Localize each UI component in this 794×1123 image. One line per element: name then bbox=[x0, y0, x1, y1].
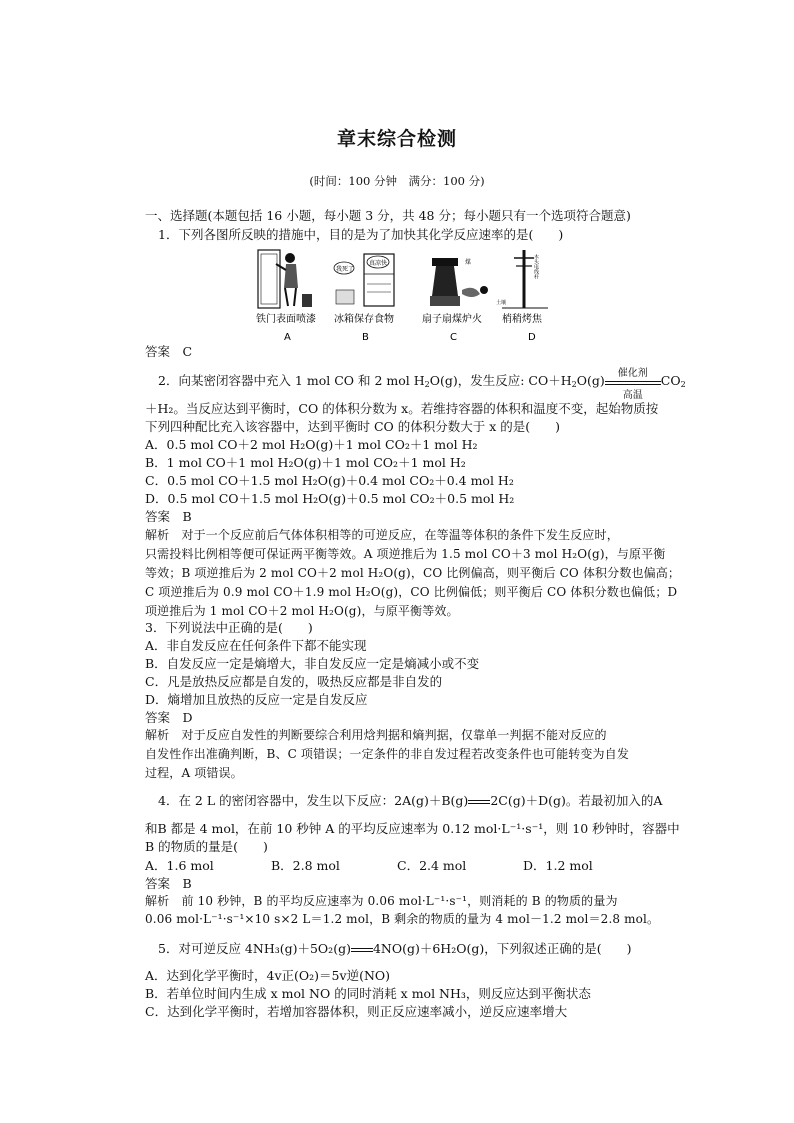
q2-analysis-4: C 项逆推后为 0.9 mol CO＋1.9 mol H₂O(g)，CO 比例偏低；则平衡后 CO 体积分数也偏低；D bbox=[145, 585, 678, 599]
page-subtitle: (时间：100 分钟 满分：100 分) bbox=[309, 174, 485, 188]
q4-option-c: C．2.4 mol bbox=[397, 858, 467, 873]
q3-option-d: D．熵增加且放热的反应一定是自发反应 bbox=[145, 692, 368, 707]
q2-analysis-5: 项逆推后为 1 mol CO＋2 mol H₂O(g)，与原平衡等效。 bbox=[145, 604, 459, 618]
q5-option-a: A．达到化学平衡时，4v正(O₂)＝5v逆(NO) bbox=[145, 968, 391, 983]
q4-answer: 答案 B bbox=[145, 876, 192, 891]
figure-letter-c: C bbox=[450, 332, 457, 343]
q2-analysis-2: 只需投料比例相等便可保证两平衡等效。A 项逆推后为 1.5 mol CO＋3 mol H₂O(g)，与原平衡 bbox=[145, 547, 666, 561]
q3-analysis-2: 自发性作出准确判断，B、C 项错误；一定条件的非自发过程若改变条件也可能转变为自发 bbox=[145, 747, 629, 761]
q3-analysis-3: 过程，A 项错误。 bbox=[145, 766, 243, 780]
coal-label: 煤 bbox=[465, 259, 472, 266]
figure-a-painter bbox=[258, 250, 312, 308]
figure-caption-b: 冰箱保存食物 bbox=[334, 314, 394, 325]
q1-figure bbox=[252, 244, 570, 344]
page-title: 章末综合检测 bbox=[336, 128, 457, 150]
pole-label: 木头电线杆 bbox=[533, 254, 539, 279]
q2-option-b: B．1 mol CO＋1 mol H₂O(g)＋1 mol CO₂＋1 mol H₂ bbox=[145, 455, 466, 470]
q4-line3: B 的物质的量是( ) bbox=[145, 839, 268, 854]
q3-stem: 3．下列说法中正确的是( ) bbox=[145, 620, 313, 635]
q3-option-c: C．凡是放热反应都是自发的，吸热反应都是非自发的 bbox=[145, 674, 443, 689]
q1-stem: 1．下列各图所反映的措施中，目的是为了加快其化学反应速率的是( ) bbox=[158, 227, 564, 242]
q4-stem: 4．在 2 L 的密闭容器中，发生以下反应：2A(g)＋B(g) 2C(g)＋D(g)。若最初加入的A bbox=[158, 793, 663, 808]
q3-analysis-1: 解析 对于反应自发性的判断要综合利用焓判据和熵判据，仅靠单一判据不能对反应的 bbox=[145, 728, 607, 742]
q3-option-a: A．非自发反应在任何条件下都不能实现 bbox=[145, 638, 367, 653]
q4-option-a: A．1.6 mol bbox=[145, 858, 214, 873]
figure-b-fridge bbox=[334, 254, 394, 306]
figure-caption-a: 铁门表面喷漆 bbox=[256, 314, 316, 325]
figure-c-stove bbox=[430, 258, 488, 306]
ground-label: 土壤 bbox=[496, 300, 507, 306]
q2-answer: 答案 B bbox=[145, 509, 192, 524]
q3-option-b: B．自发反应一定是熵增大，非自发反应一定是熵减小或不变 bbox=[145, 656, 480, 671]
q2-stem: 2．向某密闭容器中充入 1 mol CO 和 2 mol $H_2O(g)$，发生反应: $CO+H_2O(g)$ 催化剂 高温 $CO_2$ bbox=[158, 367, 686, 401]
figure-caption-c: 扇子扇煤炉火 bbox=[422, 314, 482, 325]
q4-options bbox=[145, 857, 649, 874]
figure-letter-d: D bbox=[528, 332, 536, 343]
figure-d-pole bbox=[496, 250, 548, 308]
q4-line2: 和B 都是 4 mol，在前 10 秒钟 A 的平均反应速率为 0.12 mol·L⁻¹·s⁻¹，则 10 秒钟时，容器中 bbox=[145, 821, 680, 836]
q2-option-d: D．0.5 mol CO＋1.5 mol H₂O(g)＋0.5 mol CO₂＋0.5 mol H₂ bbox=[145, 491, 515, 506]
q4-analysis-1: 解析 前 10 秒钟，B 的平均反应速率为 0.06 mol·L⁻¹·s⁻¹，则消耗的 B 的物质的量为 bbox=[145, 894, 618, 908]
equilibrium-sign bbox=[351, 946, 373, 954]
q4-analysis-2: 0.06 mol·L⁻¹·s⁻¹×10 s×2 L＝1.2 mol，B 剩余的物质的量为 4 mol－1.2 mol＝2.8 mol。 bbox=[145, 912, 660, 926]
q2-analysis-1: 解析 对于一个反应前后气体体积相等的可逆反应，在等温等体积的条件下发生反应时， bbox=[145, 528, 619, 542]
section-heading: 一、选择题(本题包括 16 小题，每小题 3 分，共 48 分；每小题只有一个选项符合题意) bbox=[145, 208, 631, 223]
figure-letter-a: A bbox=[284, 332, 291, 343]
q1-answer: 答案 C bbox=[145, 344, 193, 359]
q4-option-b: B．2.8 mol bbox=[271, 858, 340, 873]
equilibrium-sign bbox=[468, 798, 490, 806]
q5-option-c: C．达到化学平衡时，若增加容器体积，则正反应速率减小，逆反应速率增大 bbox=[145, 1004, 568, 1019]
figure-letter-b: B bbox=[362, 332, 369, 343]
figure-caption-d: 梢稍烤焦 bbox=[502, 314, 542, 325]
q2-option-a: A．0.5 mol CO＋2 mol H₂O(g)＋1 mol CO₂＋1 mol H₂ bbox=[145, 437, 478, 452]
q2-line3: 下列四种配比充入该容器中，达到平衡时 CO 的体积分数大于 x 的是( ) bbox=[145, 419, 561, 434]
q4-option-d: D．1.2 mol bbox=[523, 858, 593, 873]
q2-line2: ＋H₂。当反应达到平衡时，CO 的体积分数为 x。若维持容器的体积和温度不变，起始物质按 bbox=[145, 401, 659, 416]
q5-stem: 5．对可逆反应 4NH₃(g)＋5O₂(g) 4NO(g)＋6H₂O(g)，下列叙述正确的是( ) bbox=[158, 941, 632, 956]
bubble-right: 真凉快 bbox=[369, 260, 388, 267]
bubble-left: 我死了 bbox=[336, 266, 355, 273]
q2-analysis-3: 等效；B 项逆推后为 2 mol CO＋2 mol H₂O(g)，CO 比例偏高，则平衡后 CO 体积分数也偏高； bbox=[145, 566, 681, 580]
q2-option-c: C．0.5 mol CO＋1.5 mol H₂O(g)＋0.4 mol CO₂＋0.4 mol H₂ bbox=[145, 473, 514, 488]
q5-option-b: B．若单位时间内生成 x mol NO 的同时消耗 x mol NH₃，则反应达到平衡状态 bbox=[145, 986, 591, 1001]
q2-reaction-arrow: 催化剂 高温 bbox=[605, 375, 661, 389]
q3-answer: 答案 D bbox=[145, 710, 193, 725]
